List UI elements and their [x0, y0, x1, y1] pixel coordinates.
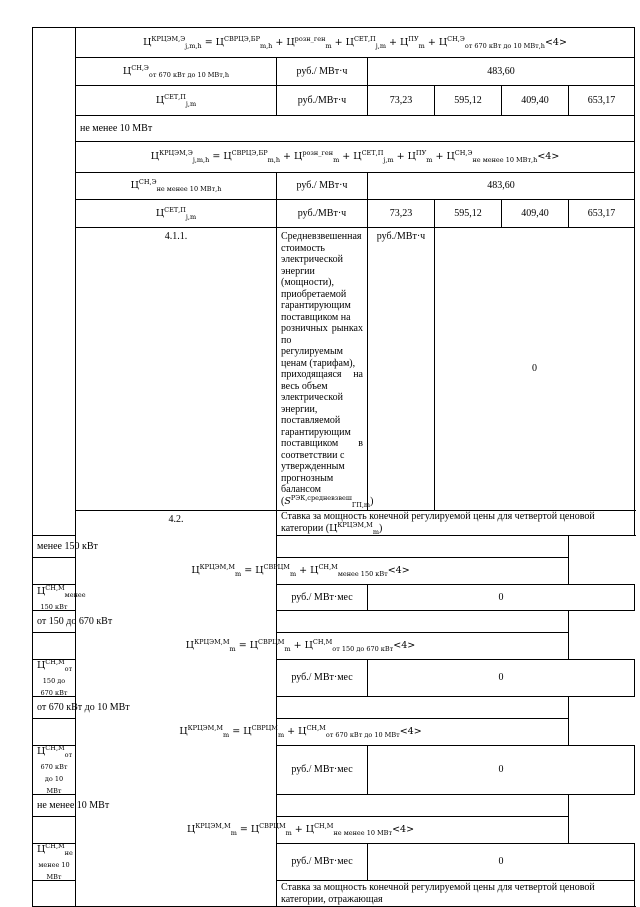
formula-capacity: $Ц^{КРЦЭМ,М}_m = Ц^{СВРЦМ}_m + Ц^{СН,М}_{менее 150 кВт}<4>$ [33, 558, 569, 585]
band-row-10 [33, 116, 635, 142]
item-description [277, 228, 374, 511]
band-row [33, 697, 635, 719]
symbol-cell: $Ц^{СЕТ,П}_{j,m}$ [76, 86, 277, 116]
tariff-table [32, 27, 635, 907]
symbol-cell: $Ц^{СН,М}_{не менее 10 МВт}$ [33, 844, 76, 881]
desc-line: розничных рынках по [281, 323, 363, 346]
symbol-cell: $Ц^{СН,Э}_{от 670 кВт до 10 МВт,h}$ [76, 58, 277, 86]
formula-capacity: $Ц^{КРЦЭМ,М}_m = Ц^{СВРЦМ}_m + Ц^{СН,М}_{не менее 10 МВт}<4>$ [33, 817, 569, 844]
formula-row [33, 633, 635, 660]
value-cell: 595,12 [435, 86, 502, 116]
unit-cell: руб./МВт·ч [277, 86, 368, 116]
item-4-1-1-row [33, 228, 635, 511]
value-cell: 409,40 [502, 200, 569, 228]
desc-line: Средневзвешенная стоимость [281, 231, 362, 254]
unit-cell: руб./ МВт·ч [277, 173, 368, 200]
rate-row-ch-670-10 [33, 58, 635, 86]
item-number: 4.2. [76, 511, 277, 907]
formula-row [33, 719, 635, 746]
unit-cell: руб./МВт·ч [368, 228, 435, 511]
value-cell: 0 [368, 844, 635, 881]
desc-line: приходящаяся на весь объем [281, 369, 363, 392]
desc-line: балансом $(S^{РЭК,средневзвеш}_{ГП,m})$ [281, 484, 374, 509]
formula-energy-670-10: $Ц^{КРЦЭМ,Э}_{j,m,h} = Ц^{СВРЦЭ,БР}_{m,h} + Ц^{розн\_ген}_m + Ц^{СЕТ,П}_{j,m} + Ц^{ПУ}_m + Ц^{СН,Э}_{от 670 кВт до 10 МВт,h}<4>$ [76, 28, 635, 58]
value-cell: 653,17 [569, 200, 635, 228]
desc-line: гарантирующим поставщиком на [281, 300, 351, 323]
rate-row-ch-10 [33, 173, 635, 200]
band-row [33, 611, 635, 633]
value-cell: 0 [368, 585, 635, 611]
item-number: 4.1.1. [76, 228, 277, 511]
value-cell: 483,60 [368, 58, 635, 86]
band-row [33, 536, 635, 558]
desc-line: электрической энергии [281, 254, 343, 277]
unit-cell: руб./МВт·ч [277, 200, 368, 228]
value-cell: 483,60 [368, 173, 635, 200]
value-cell: 0 [435, 228, 635, 511]
rate-row-set-2 [33, 200, 635, 228]
next-item-title: Ставка за мощность конечной регулируемой цены для четвертой ценовой категории, отражающая [277, 881, 635, 907]
unit-cell: руб./ МВт·мес [277, 660, 368, 697]
value-cell: 73,23 [368, 200, 435, 228]
formula-capacity: $Ц^{КРЦЭМ,М}_m = Ц^{СВРЦМ}_m + Ц^{СН,М}_{от 670 кВт до 10 МВт}<4>$ [33, 719, 569, 746]
formula-capacity: $Ц^{КРЦЭМ,М}_m = Ц^{СВРЦМ}_m + Ц^{СН,М}_{от 150 до 670 кВт}<4>$ [33, 633, 569, 660]
value-cell: 409,40 [502, 86, 569, 116]
value-cell: 595,12 [435, 200, 502, 228]
band-label: менее 150 кВт [33, 536, 569, 558]
symbol-cell: $Ц^{СН,Э}_{не менее 10 МВт,h}$ [76, 173, 277, 200]
desc-line: электрической энергии, [281, 392, 343, 415]
symbol-cell: $Ц^{СН,М}_{менее 150 кВт}$ [33, 585, 76, 611]
item-4-2-header [33, 511, 635, 536]
band-label: от 670 кВт до 10 МВт [33, 697, 569, 719]
value-cell: 73,23 [368, 86, 435, 116]
value-cell: 0 [368, 660, 635, 697]
value-cell: 653,17 [569, 86, 635, 116]
desc-line: утвержденным прогнозным [281, 461, 345, 484]
unit-cell: руб./ МВт·мес [277, 585, 368, 611]
unit-cell: руб./ МВт·мес [277, 844, 368, 881]
symbol-cell: $Ц^{СЕТ,П}_{j,m}$ [76, 200, 277, 228]
desc-line: (мощности), приобретаемой [281, 277, 347, 300]
desc-line: поставщиком в соответствии с [281, 438, 363, 461]
band-label: не менее 10 МВт [33, 795, 569, 817]
unit-cell: руб./ МВт·ч [277, 58, 368, 86]
number-cell-empty [33, 881, 76, 907]
formula-row [33, 817, 635, 844]
symbol-cell: $Ц^{СН,М}_{от 670 кВт до 10 МВт}$ [33, 746, 76, 795]
tariff-document [32, 27, 634, 907]
number-cell-empty [33, 28, 76, 536]
rate-row-set-1 [33, 86, 635, 116]
band-label: не менее 10 МВт [76, 116, 635, 142]
item-4-2-title: Ставка за мощность конечной регулируемой цены для четвертой ценовой категории $(Ц^{КРЦЭМ,М}_m)$ [277, 511, 635, 536]
formula-row-10 [33, 142, 635, 173]
band-label: от 150 до 670 кВт [33, 611, 569, 633]
value-cell: 0 [368, 746, 635, 795]
band-row [33, 795, 635, 817]
unit-cell: руб./ МВт·мес [277, 746, 368, 795]
formula-energy-10: $Ц^{КРЦЭМ,Э}_{j,m,h} = Ц^{СВРЦЭ,БР}_{m,h} + Ц^{розн\_ген}_m + Ц^{СЕТ,П}_{j,m} + Ц^{ПУ}_m + Ц^{СН,Э}_{не менее 10 МВт,h}<4>$ [76, 142, 635, 173]
symbol-cell: $Ц^{СН,М}_{от 150 до 670 кВт}$ [33, 660, 76, 697]
formula-row [33, 558, 635, 585]
formula-row-670-10 [33, 28, 635, 58]
desc-line: поставляемой гарантирующим [281, 415, 351, 438]
desc-line: регулируемым ценам (тарифам), [281, 346, 356, 369]
